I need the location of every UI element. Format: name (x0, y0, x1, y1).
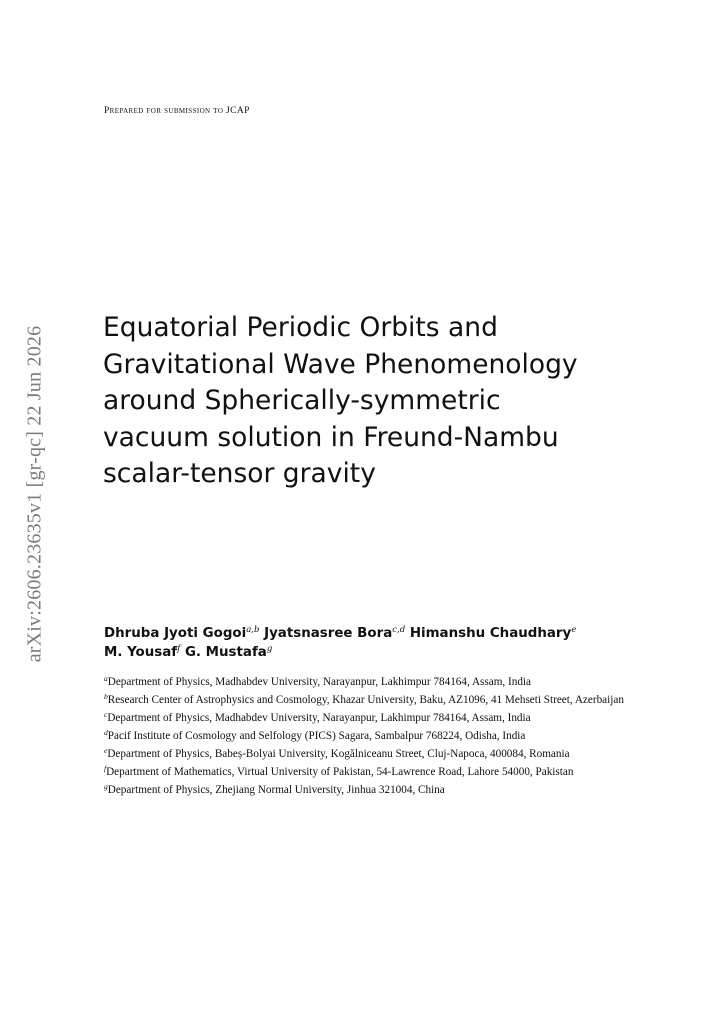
affiliation-item (104, 766, 634, 780)
title-line: Gravitational Wave Phenomenology (103, 348, 578, 380)
affiliation-item (104, 748, 634, 762)
affiliation-mark: c (104, 710, 108, 719)
affiliation-mark: g (104, 782, 108, 791)
affiliation-text: Department of Physics, Madhabdev University, Narayanpur, Lakhimpur 784164, Assam, India (107, 712, 531, 724)
author-affiliation-mark: g (266, 644, 273, 654)
affiliation-text: Department of Mathematics, Virtual University of Pakistan, 54-Lawrence Road, Lahore 54000, Pakistan (106, 766, 574, 778)
affiliation-item (104, 676, 634, 690)
author-affiliation-mark: e (571, 625, 577, 635)
affiliation-text: Department of Physics, Zhejiang Normal University, Jinhua 321004, China (107, 784, 445, 796)
title-line: Equatorial Periodic Orbits and (103, 312, 498, 343)
title-line: scalar-tensor gravity (103, 458, 376, 490)
affiliation-text: Pacif Institute of Cosmology and Selfology (PICS) Sagara, Sambalpur 768224, Odisha, India (107, 730, 526, 742)
author-line (104, 624, 664, 643)
author-affiliation-mark: a,b (246, 625, 260, 635)
arxiv-identifier-text: arXiv:2606.23635v1 [gr-qc] 22 Jun 2026 (23, 325, 46, 663)
author-name: G. Mustafa (184, 645, 267, 660)
author-list (104, 624, 664, 662)
affiliation-item (104, 694, 634, 708)
author-name: Dhruba Jyoti Gogoi (104, 626, 247, 641)
affiliation-item (104, 712, 634, 726)
affiliation-mark: e (104, 746, 108, 755)
author-affiliation-mark: c,d (392, 625, 406, 635)
title-line: vacuum solution in Freund-Nambu (103, 421, 559, 453)
author-line (104, 643, 664, 662)
affiliation-item (104, 730, 634, 744)
affiliation-text: Department of Physics, Babeș-Bolyai University, Kogălniceanu Street, Cluj-Napoca, 400084, Romania (107, 748, 570, 760)
prepared-for-submission-note: Prepared for submission to JCAP (104, 106, 250, 116)
affiliation-list (104, 676, 634, 802)
affiliation-mark: a (104, 674, 108, 683)
affiliation-item (104, 784, 634, 798)
affiliation-mark: b (104, 692, 108, 701)
affiliation-text: Research Center of Astrophysics and Cosmology, Khazar University, Baku, AZ1096, 41 Mehseti Street, Azerbaijan (107, 694, 624, 706)
affiliation-text: Department of Physics, Madhabdev University, Narayanpur, Lakhimpur 784164, Assam, India (107, 676, 531, 688)
affiliation-mark: d (104, 728, 108, 737)
author-affiliation-mark: f (177, 644, 181, 654)
paper-title (103, 310, 663, 493)
affiliation-mark: f (104, 764, 107, 773)
author-name: Himanshu Chaudhary (409, 626, 572, 641)
title-line: around Spherically-symmetric (103, 385, 501, 417)
author-name: Jyatsnasree Bora (264, 626, 393, 641)
author-name: M. Yousaf (104, 645, 178, 660)
